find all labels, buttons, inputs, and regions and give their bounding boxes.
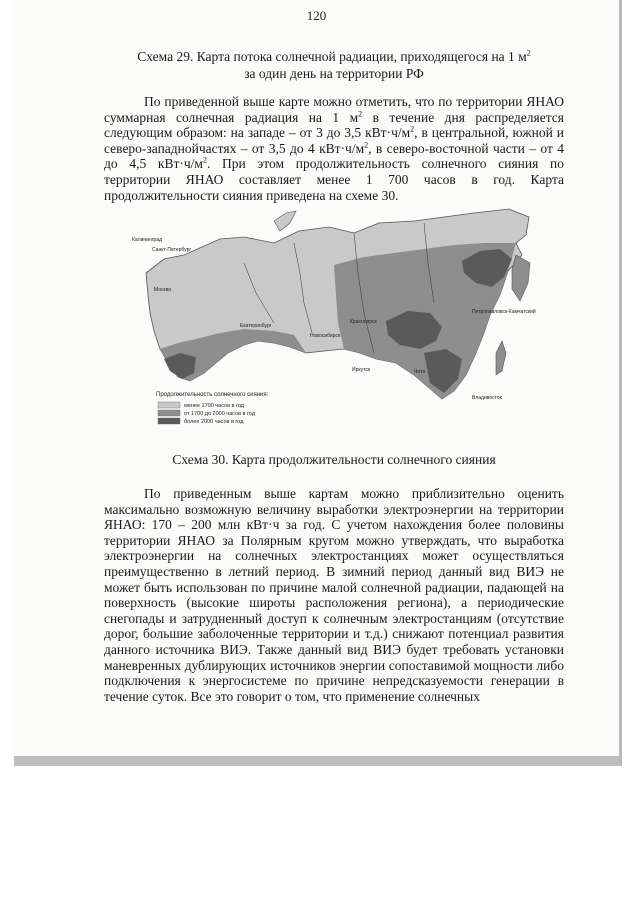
legend-item-1: менее 1700 часов в год [184,403,245,409]
map-island-sakhalin [496,341,506,375]
paragraph-solar-radiation [104,94,564,203]
figure-29-caption [74,48,594,82]
city-label-ekaterinburg: Екатеринбург [240,323,272,329]
paragraph-1-part-5: . При этом продолжительность солнечного сияния по территории ЯНАО составляет менее 1 700 часов в год. Карта продолжительности сияния приведена на схеме 30. [104,156,564,203]
city-label-petropavlovsk: Петропавловск-Камчатский [472,309,536,315]
legend-title: Продолжительность солнечного сияния: [156,392,269,398]
city-label-moscow: Москва [154,287,172,293]
superscript-2: 2 [364,140,369,150]
legend-swatch-light [158,402,180,408]
legend-item-2: от 1700 до 2000 часов в год [184,411,256,417]
figure-30-caption: Схема 30. Карта продолжительности солнечного сияния [172,452,496,467]
superscript-2: 2 [410,124,415,134]
legend-swatch-dark [158,418,180,424]
legend-swatch-medium [158,410,180,416]
page-number: 120 [306,8,327,23]
paragraph-1-part-2: в течение дня распределяется следующим образом: на западе – от 3 до 3,5 кВт·ч/м [104,109,564,141]
paragraph-energy-estimate: По приведенным выше картам можно приблизительно оценить максимально возможную величину выработки электроэнергии на территории ЯНАО: 170 – 200 млн кВт·ч за год. С учетом нахождения более половины территории ЯНАО за Полярным кругом можно утверждать, что выработка электроэнергии на солнечных электростанциях может осуществляться преимущественно в летний период. В зимний период данный вид ВИЭ не может быть использован по причине малой солнечной радиации, падающей на поверхность (высокие широты расположения региона), а периодические снегопады и затрудненный доступ к солнечным электростанциям (отсутствие дорог, большие заболоченные территории и т.д.) снижают потенциал развития данного источника ВИЭ. Также данный вид ВИЭ будет требовать установки маневренных дублирующих источников энергии сопоставимой мощности либо подключения к энергосистеме по причине непредсказуемости генерации в течение суток. Все это говорит о том, что применение солнечных [104,486,564,704]
city-label-kaliningrad: Калининград [132,237,163,243]
map-legend [156,392,269,425]
superscript-2: 2 [526,48,531,58]
map-island-novaya-zemlya [274,211,296,231]
city-label-novosibirsk: Новосибирск [310,333,341,339]
map-peninsula-kamchatka [512,255,530,301]
superscript-2: 2 [358,109,363,119]
paragraph-1-part-4: , в северо-восточной части – от 4 до 4,5 кВт·ч/м [104,140,564,172]
paragraph-1-part-3: , в центральной, южной и северо-западнойчастях – от 3,5 до 4 кВт·ч/м [104,125,564,156]
city-label-irkutsk: Иркутск [352,367,371,373]
sunshine-duration-map [124,203,544,438]
superscript-2: 2 [202,155,207,165]
russia-map-svg [124,203,544,438]
figure-29-caption-line2: за один день на территории РФ [244,66,424,81]
document-page [14,0,622,766]
legend-item-3: более 2000 часов в год [184,419,244,425]
city-label-spb: Санкт-Петербург [152,247,192,253]
city-label-vladivostok: Владивосток [472,395,502,401]
paragraph-1-part-1: По приведенной выше карте можно отметить, что по территории ЯНАО суммарная солнечная радиация на 1 м [104,94,564,125]
city-label-chita: Чита [414,369,426,375]
figure-29-caption-line1: Схема 29. Карта потока солнечной радиации, приходящегося на 1 м [137,49,527,64]
city-label-krasnoyarsk: Красноярск [350,319,377,325]
